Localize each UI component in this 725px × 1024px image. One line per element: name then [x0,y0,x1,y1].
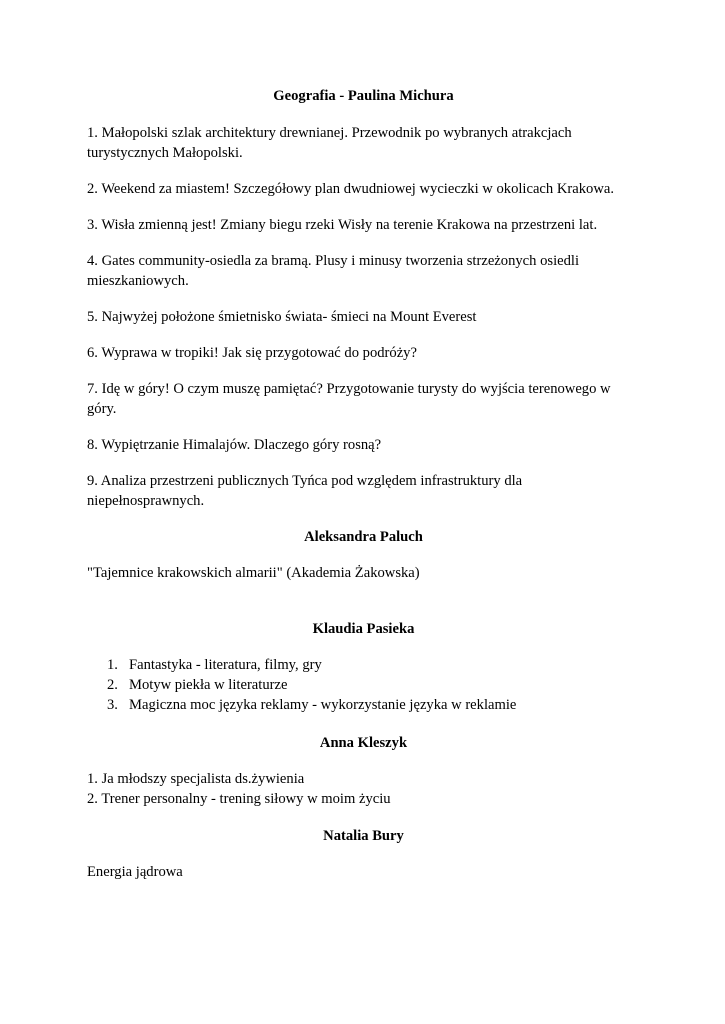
list-item-number: 2. [107,677,118,693]
section-title-aleksandra-paluch: Aleksandra Paluch [304,529,423,545]
list-item-text: Motyw piekła w literaturze [129,677,288,693]
document-content [87,86,640,882]
anna-kleszyk-topic-2: 2. Trener personalny - trening siłowy w moim życiu [87,791,391,807]
section-title-geografia: Geografia - Paulina Michura [273,88,454,104]
list-item [87,675,640,695]
list-item [87,655,640,675]
list-item-number: 3. [107,697,118,713]
list-item-text: Magiczna moc języka reklamy - wykorzystanie języka w reklamie [129,697,517,713]
geografia-topic-5: 5. Najwyżej położone śmietnisko świata- śmieci na Mount Everest [87,309,477,325]
geografia-topic-9: 9. Analiza przestrzeni publicznych Tyńca pod względem infrastruktury dla niepełnosprawnych. [87,473,523,509]
geografia-topic-1: 1. Małopolski szlak architektury drewnianej. Przewodnik po wybranych atrakcjach turystycznych Małopolski. [87,125,572,161]
klaudia-pasieka-topic-list [87,655,640,715]
anna-kleszyk-topic-1: 1. Ja młodszy specjalista ds.żywienia [87,771,305,787]
list-item-number: 1. [107,657,118,673]
geografia-topic-3: 3. Wisła zmienną jest! Zmiany biegu rzeki Wisły na terenie Krakowa na przestrzeni lat. [87,217,598,233]
natalia-bury-topic: Energia jądrowa [87,864,183,880]
list-item [87,695,640,715]
geografia-topic-4: 4. Gates community-osiedla za bramą. Plusy i minusy tworzenia strzeżonych osiedli mieszkaniowych. [87,253,580,289]
geografia-topic-8: 8. Wypiętrzanie Himalajów. Dlaczego góry rosną? [87,437,382,453]
geografia-topic-6: 6. Wyprawa w tropiki! Jak się przygotować do podróży? [87,345,417,361]
list-item-text: Fantastyka - literatura, filmy, gry [129,657,322,673]
section-title-klaudia-pasieka: Klaudia Pasieka [312,621,415,637]
section-title-anna-kleszyk: Anna Kleszyk [319,735,408,751]
geografia-topic-2: 2. Weekend za miastem! Szczegółowy plan dwudniowej wycieczki w okolicach Krakowa. [87,181,614,197]
section-title-natalia-bury: Natalia Bury [323,828,404,844]
aleksandra-paluch-topic: "Tajemnice krakowskich almarii" (Akademia Żakowska) [87,565,420,581]
geografia-topic-7: 7. Idę w góry! O czym muszę pamiętać? Przygotowanie turysty do wyjścia terenowego w góry. [87,381,611,417]
